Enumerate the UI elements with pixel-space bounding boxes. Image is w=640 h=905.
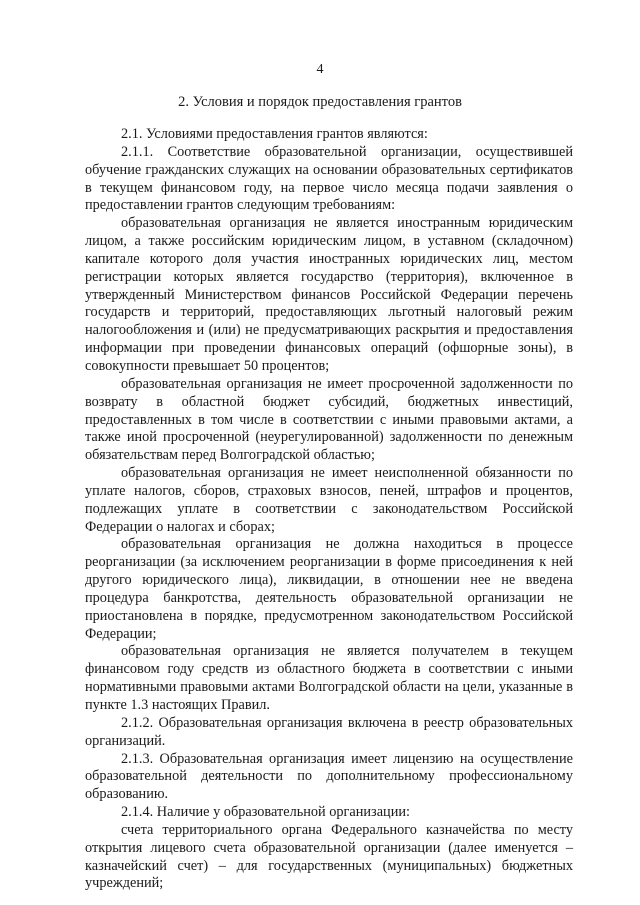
paragraph-2-1: 2.1. Условиями предоставления грантов являются:	[121, 126, 428, 142]
paragraph-requirement-taxes: образовательная организация не имеет неисполненной обязанности по уплате налогов, сборов, страховых взносов, пеней, штрафов и процентов, подлежащих уплате в соответствии с законодательством Российской Федерации о налогах и сборах;	[85, 465, 573, 535]
paragraph-requirement-other-funds: образовательная организация не является получателем в текущем финансовом году средств из областного бюджета в соответствии с иными нормативными правовыми актами Волгоградской области на цели, указанные в пункте 1.3 настоящих Правил.	[85, 643, 573, 713]
paragraph-requirement-reorganization: образовательная организация не должна находиться в процессе реорганизации (за исключением реорганизации в форме присоединения к ней другого юридического лица), ликвидации, в отношении нее не введена процедура банкротства, деятельность образовательной организации не приостановлена в порядке, предусмотренном законодательством Российской Федерации;	[85, 536, 573, 642]
paragraph-requirement-debt: образовательная организация не имеет просроченной задолженности по возврату в областной бюджет субсидий, бюджетных инвестиций, предоставленных в том числе в соответствии с иными правовыми актами, а также иной просроченной (неурегулированной) задолженности по денежным обязательствам перед Волгоградской областью;	[85, 375, 573, 464]
paragraph-2-1-1: 2.1.1. Соответствие образовательной организации, осуществившей обучение гражданских служащих на основании образовательных сертификатов в текущем финансовом году, на первое число месяца подачи заявления о предоставлении грантов следующим требованиям:	[85, 143, 573, 214]
paragraph-2-1-2: 2.1.2. Образовательная организация включена в реестр образовательных организаций.	[85, 714, 573, 749]
paragraph-requirement-offshore: образовательная организация не является иностранным юридическим лицом, а также российским юридическим лицом, в уставном (складочном) капитале которого доля участия иностранных юридических лиц, местом регистрации которых является государство (территория), включенное в утвержденный Министерством финансов Российской Федерации перечень государств и территорий, предоставляющих льготный налоговый режим налогообложения и (или) не предусматривающих раскрытия и предоставления информации при проведении финансовых операций (офшорные зоны), в совокупности превышает 50 процентов;	[85, 215, 573, 374]
paragraph-2-1-3: 2.1.3. Образовательная организация имеет лицензию на осуществление образовательной деятельности по дополнительному профессиональному образованию.	[85, 750, 573, 803]
section-title: 2. Условия и порядок предоставления грантов	[178, 94, 462, 110]
page-number: 4	[316, 62, 324, 77]
document-body	[85, 126, 573, 893]
paragraph-treasury-account: счета территориального органа Федерального казначейства по месту открытия лицевого счета образовательной организации (далее именуется – казначейский счет) – для государственных (муниципальных) бюджетных учреждений;	[85, 821, 573, 892]
paragraph-2-1-4: 2.1.4. Наличие у образовательной организации:	[121, 804, 410, 821]
